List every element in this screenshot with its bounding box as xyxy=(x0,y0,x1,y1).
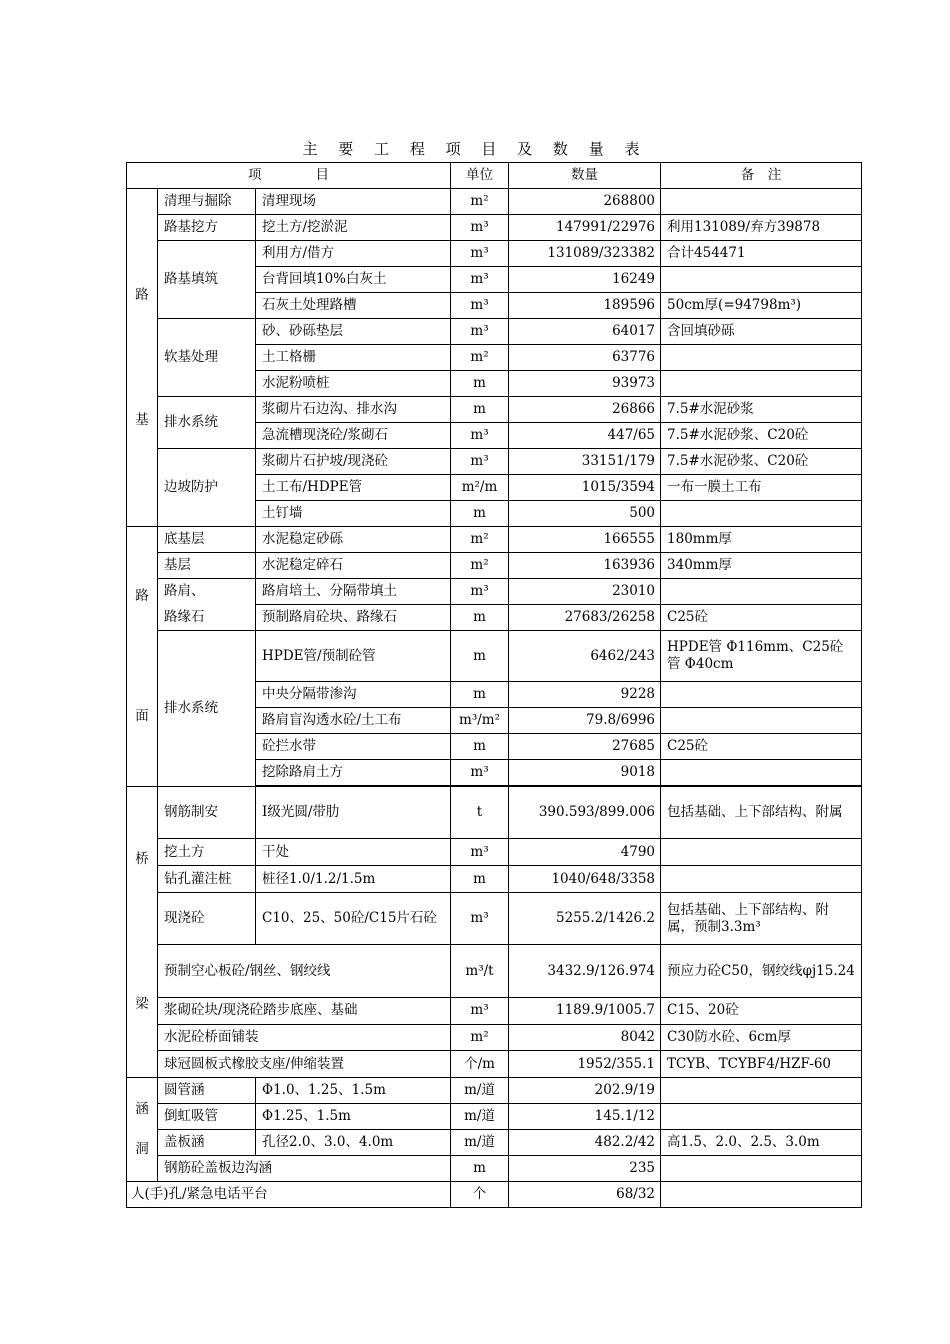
unit-cell: m³ xyxy=(451,215,509,241)
item-cell: HPDE管/预制砼管 xyxy=(256,631,451,682)
note-cell xyxy=(661,682,862,708)
cat-cell: 现浇砼 xyxy=(158,892,256,944)
cat-cell: 钻孔灌注桩 xyxy=(158,866,256,893)
unit-cell: m xyxy=(451,371,509,397)
qty-cell: 33151/179 xyxy=(509,449,661,475)
qty-cell: 6462/243 xyxy=(509,631,661,682)
unit-cell: m² xyxy=(451,553,509,579)
item-cell: 砼拦水带 xyxy=(256,734,451,760)
qty-cell: 1040/648/3358 xyxy=(509,866,661,893)
table-row xyxy=(127,1156,862,1182)
unit-cell: m xyxy=(451,397,509,423)
cat-cell: 路基挖方 xyxy=(158,215,256,241)
table-row xyxy=(127,1078,862,1104)
qty-cell: 9228 xyxy=(509,682,661,708)
item-cell: 孔径2.0、3.0、4.0m xyxy=(256,1130,451,1156)
cat-cell: 排水系统 xyxy=(158,397,256,449)
item-cell: 预制路肩砼块、路缘石 xyxy=(256,605,451,631)
table-row xyxy=(127,1104,862,1130)
item-cell: 桩径1.0/1.2/1.5m xyxy=(256,866,451,893)
item-cell: 清理现场 xyxy=(256,189,451,215)
qty-cell: 1189.9/1005.7 xyxy=(509,997,661,1024)
qty-cell: 189596 xyxy=(509,293,661,319)
qty-cell: 166555 xyxy=(509,527,661,553)
item-cell: 钢筋砼盖板边沟涵 xyxy=(158,1156,451,1182)
qty-cell: 202.9/19 xyxy=(509,1078,661,1104)
unit-cell: m³ xyxy=(451,760,509,786)
table-row xyxy=(127,997,862,1024)
unit-cell: m/道 xyxy=(451,1130,509,1156)
item-cell: 砂、砂砾垫层 xyxy=(256,319,451,345)
table-row xyxy=(127,1182,862,1208)
table-row xyxy=(127,1130,862,1156)
qty-cell: 4790 xyxy=(509,839,661,866)
cat-cell: 路缘石 xyxy=(158,605,256,631)
table-row xyxy=(127,631,862,682)
note-cell: 340mm厚 xyxy=(661,553,862,579)
qty-cell: 23010 xyxy=(509,579,661,605)
header-note: 备 注 xyxy=(661,163,862,189)
unit-cell: m xyxy=(451,734,509,760)
item-cell: 人(手)孔/紧急电话平台 xyxy=(127,1182,451,1208)
item-cell: 路肩盲沟透水砼/土工布 xyxy=(256,708,451,734)
note-cell: 包括基础、上下部结构、附属 xyxy=(661,787,862,839)
unit-cell: m/道 xyxy=(451,1078,509,1104)
item-cell: Ⅰ级光圆/带肋 xyxy=(256,787,451,839)
unit-cell: 个 xyxy=(451,1182,509,1208)
note-cell: 7.5#水泥砂浆 xyxy=(661,397,862,423)
unit-cell: m² xyxy=(451,189,509,215)
unit-cell: m³ xyxy=(451,319,509,345)
unit-cell: t xyxy=(451,787,509,839)
qty-cell: 131089/323382 xyxy=(509,241,661,267)
table-row xyxy=(127,605,862,631)
item-cell: 中央分隔带渗沟 xyxy=(256,682,451,708)
unit-cell: m³ xyxy=(451,997,509,1024)
unit-cell: m³ xyxy=(451,293,509,319)
cat-cell: 底基层 xyxy=(158,527,256,553)
note-cell xyxy=(661,579,862,605)
note-cell: 一布一膜土工布 xyxy=(661,475,862,501)
unit-cell: m³ xyxy=(451,423,509,449)
note-cell: 利用131089/弃方39878 xyxy=(661,215,862,241)
item-cell: 挖除路肩土方 xyxy=(256,760,451,786)
qty-cell: 390.593/899.006 xyxy=(509,787,661,839)
qty-cell: 27685 xyxy=(509,734,661,760)
item-cell: 浆砌片石护坡/现浇砼 xyxy=(256,449,451,475)
unit-cell: m xyxy=(451,501,509,527)
note-cell xyxy=(661,345,862,371)
unit-cell: m² xyxy=(451,1024,509,1051)
item-cell: 土工格栅 xyxy=(256,345,451,371)
cat-cell: 盖板涵 xyxy=(158,1130,256,1156)
group-pavement: 路 面 xyxy=(127,527,158,787)
note-cell xyxy=(661,839,862,866)
header-item: 项 目 xyxy=(127,163,451,189)
unit-cell: m² xyxy=(451,527,509,553)
item-cell: 路肩培土、分隔带填土 xyxy=(256,579,451,605)
item-cell: 水泥粉喷桩 xyxy=(256,371,451,397)
table-row xyxy=(127,892,862,944)
note-cell: 预应力砼C50，钢绞线φj15.24 xyxy=(661,945,862,997)
unit-cell: m³ xyxy=(451,579,509,605)
unit-cell: m³/t xyxy=(451,945,509,997)
qty-cell: 9018 xyxy=(509,760,661,786)
item-cell: 土钉墙 xyxy=(256,501,451,527)
table-row xyxy=(127,945,862,997)
cat-cell: 排水系统 xyxy=(158,631,256,787)
quantity-table xyxy=(126,162,862,1208)
item-cell: 挖土方/挖淤泥 xyxy=(256,215,451,241)
table-row xyxy=(127,527,862,553)
table-row xyxy=(127,397,862,423)
table-row xyxy=(127,787,862,839)
table-row xyxy=(127,449,862,475)
note-cell: C25砼 xyxy=(661,605,862,631)
item-cell: 石灰土处理路槽 xyxy=(256,293,451,319)
qty-cell: 27683/26258 xyxy=(509,605,661,631)
table-row xyxy=(127,579,862,605)
unit-cell: m xyxy=(451,866,509,893)
item-cell: 浆砌片石边沟、排水沟 xyxy=(256,397,451,423)
item-cell: Φ1.25、1.5m xyxy=(256,1104,451,1130)
item-cell: 急流槽现浇砼/浆砌石 xyxy=(256,423,451,449)
cat-cell: 基层 xyxy=(158,553,256,579)
note-cell xyxy=(661,708,862,734)
note-cell xyxy=(661,267,862,293)
note-cell xyxy=(661,760,862,786)
table-row xyxy=(127,866,862,893)
table-title: 主 要 工 程 项 目 及 数 量 表 xyxy=(302,140,648,158)
note-cell: 7.5#水泥砂浆、C20砼 xyxy=(661,449,862,475)
item-cell: 水泥稳定砂砾 xyxy=(256,527,451,553)
note-cell xyxy=(661,1182,862,1208)
table-row xyxy=(127,1024,862,1051)
qty-cell: 500 xyxy=(509,501,661,527)
note-cell: TCYB、TCYBF4/HZF-60 xyxy=(661,1051,862,1078)
note-cell xyxy=(661,189,862,215)
note-cell xyxy=(661,1156,862,1182)
cat-cell: 圆管涵 xyxy=(158,1078,256,1104)
qty-cell: 145.1/12 xyxy=(509,1104,661,1130)
unit-cell: m²/m xyxy=(451,475,509,501)
qty-cell: 64017 xyxy=(509,319,661,345)
note-cell: 包括基础、上下部结构、附属，预制3.3m³ xyxy=(661,892,862,944)
note-cell xyxy=(661,1104,862,1130)
qty-cell: 93973 xyxy=(509,371,661,397)
note-cell xyxy=(661,1078,862,1104)
cat-cell: 路基填筑 xyxy=(158,241,256,319)
item-cell: Φ1.0、1.25、1.5m xyxy=(256,1078,451,1104)
table-row xyxy=(127,319,862,345)
item-cell: 球冠圆板式橡胶支座/伸缩装置 xyxy=(158,1051,451,1078)
cat-cell: 倒虹吸管 xyxy=(158,1104,256,1130)
cat-cell: 清理与掘除 xyxy=(158,189,256,215)
item-cell: 预制空心板砼/钢丝、钢绞线 xyxy=(158,945,451,997)
qty-cell: 63776 xyxy=(509,345,661,371)
unit-cell: m xyxy=(451,631,509,682)
qty-cell: 3432.9/126.974 xyxy=(509,945,661,997)
item-cell: 土工布/HDPE管 xyxy=(256,475,451,501)
unit-cell: m xyxy=(451,605,509,631)
unit-cell: m xyxy=(451,1156,509,1182)
cat-cell: 边坡防护 xyxy=(158,449,256,527)
qty-cell: 16249 xyxy=(509,267,661,293)
note-cell: 含回填砂砾 xyxy=(661,319,862,345)
item-cell: 台背回填10%白灰土 xyxy=(256,267,451,293)
unit-cell: m³ xyxy=(451,267,509,293)
qty-cell: 268800 xyxy=(509,189,661,215)
item-cell: C10、25、50砼/C15片石砼 xyxy=(256,892,451,944)
note-cell: 50cm厚(=94798m³) xyxy=(661,293,862,319)
note-cell: 180mm厚 xyxy=(661,527,862,553)
table-row xyxy=(127,189,862,215)
qty-cell: 1015/3594 xyxy=(509,475,661,501)
table-row xyxy=(127,1051,862,1078)
table-row xyxy=(127,241,862,267)
qty-cell: 163936 xyxy=(509,553,661,579)
note-cell xyxy=(661,501,862,527)
qty-cell: 147991/22976 xyxy=(509,215,661,241)
qty-cell: 79.8/6996 xyxy=(509,708,661,734)
item-cell: 水泥砼桥面铺装 xyxy=(158,1024,451,1051)
cat-cell: 钢筋制安 xyxy=(158,787,256,839)
qty-cell: 1952/355.1 xyxy=(509,1051,661,1078)
note-cell xyxy=(661,866,862,893)
qty-cell: 8042 xyxy=(509,1024,661,1051)
cat-cell: 软基处理 xyxy=(158,319,256,397)
unit-cell: m³ xyxy=(451,449,509,475)
qty-cell: 5255.2/1426.2 xyxy=(509,892,661,944)
note-cell: 高1.5、2.0、2.5、3.0m xyxy=(661,1130,862,1156)
header-row xyxy=(127,163,862,189)
note-cell: HPDE管 Φ116mm、C25砼管 Φ40cm xyxy=(661,631,862,682)
group-bridge: 桥 梁 xyxy=(127,787,158,1078)
cat-cell: 路肩、 xyxy=(158,579,256,605)
unit-cell: m³ xyxy=(451,241,509,267)
note-cell: C25砼 xyxy=(661,734,862,760)
note-cell: C15、20砼 xyxy=(661,997,862,1024)
unit-cell: m² xyxy=(451,345,509,371)
cat-cell: 挖土方 xyxy=(158,839,256,866)
qty-cell: 235 xyxy=(509,1156,661,1182)
note-cell: 合计454471 xyxy=(661,241,862,267)
item-cell: 水泥稳定碎石 xyxy=(256,553,451,579)
table-row xyxy=(127,553,862,579)
note-cell: C30防水砼、6cm厚 xyxy=(661,1024,862,1051)
header-unit: 单位 xyxy=(451,163,509,189)
note-cell: 7.5#水泥砂浆、C20砼 xyxy=(661,423,862,449)
header-qty: 数量 xyxy=(509,163,661,189)
qty-cell: 447/65 xyxy=(509,423,661,449)
unit-cell: m³ xyxy=(451,839,509,866)
qty-cell: 26866 xyxy=(509,397,661,423)
qty-cell: 482.2/42 xyxy=(509,1130,661,1156)
unit-cell: 个/m xyxy=(451,1051,509,1078)
item-cell: 利用方/借方 xyxy=(256,241,451,267)
item-cell: 浆砌砼块/现浇砼踏步底座、基础 xyxy=(158,997,451,1024)
unit-cell: m³/m² xyxy=(451,708,509,734)
note-cell xyxy=(661,371,862,397)
qty-cell: 68/32 xyxy=(509,1182,661,1208)
group-culvert: 涵 洞 xyxy=(127,1078,158,1182)
unit-cell: m/道 xyxy=(451,1104,509,1130)
unit-cell: m³ xyxy=(451,892,509,944)
item-cell: 干处 xyxy=(256,839,451,866)
table-row xyxy=(127,839,862,866)
unit-cell: m xyxy=(451,682,509,708)
table-row xyxy=(127,215,862,241)
group-roadbed: 路 基 xyxy=(127,189,158,527)
